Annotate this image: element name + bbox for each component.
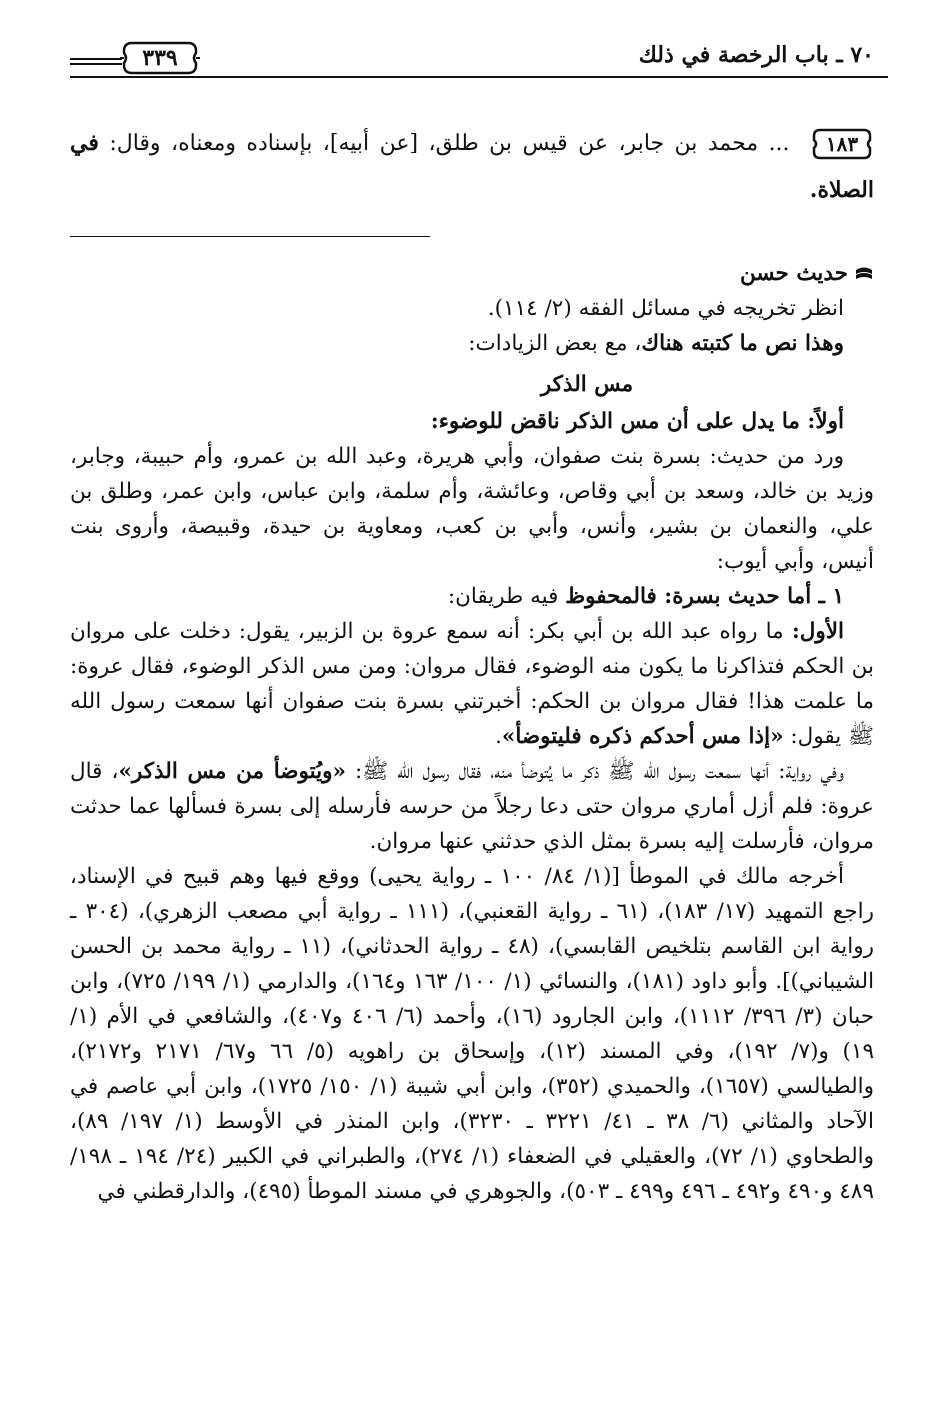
- paragraph-takhrij: أخرجه مالك في الموطأ [(١/ ٨٤/ ١٠٠ ـ رواية يحيى) ووقع فيها وهم قبيح في الإسناد، راجع التمهيد (١٧/ ١٨٣)، (٦١ ـ رواية القعنبي)، (١١١ ـ رواية أبي مصعب الزهري)، (٣٠٤ ـ رواية ابن القاسم بتلخيص القابسي)، (٤٨ ـ رواية الحدثاني)، (١١ ـ رواية محمد بن الحسن الشيباني)]. وأبو داود (١٨١)، والنسائي (١/ ١٠٠/ ١٦٣ و١٦٤)، والدارمي (١/ ١٩٩/ ٧٢٥)، وابن حبان (٣/ ٣٩٦/ ١١١٢)، وابن الجارود (١٦)، وأحمد (٦/ ٤٠٦ و٤٠٧)، والشافعي في الأم (١/ ١٩) و(٧/ ١٩٢)، وفي المسند (١٢)، وإسحاق بن راهويه (٥/ ٦٦ و٦٧/ ٢١٧١ و٢١٧٢)، والطيالسي (١٦٥٧)، والحميدي (٣٥٢)، وابن أبي شيبة (١/ ١٥٠/ ١٧٢٥)، وابن أبي عاصم في الآحاد والمثاني (٦/ ٣٨ ـ ٤١/ ٣٢٢١ ـ ٣٢٣٠)، وابن المنذر في الأوسط (١/ ١٩٧/ ٨٩)، والطحاوي (١/ ٧٢)، والعقيلي في الضعفاء (١/ ٢٧٤)، والطبراني في الكبير (٢٤/ ١٩٤ ـ ١٩٨/ ٤٨٩ و٤٩٠ و٤٩٢ ـ ٤٩٦ و٤٩٩ ـ ٥٠٣)، والجوهري في مسند الموطأ (٤٩٥)، والدارقطني في: [70, 864, 875, 1204]
- narration-rest: ، قال عروة: فلم أزل أماري مروان حتى دعا رجلاً من حرسه فأرسله إلى بسرة فسألها عما حدثت مروان، فأرسلت إليه بسرة بمثل الذي حدثني عنها مروان.: [70, 759, 874, 854]
- section-heading: مس الذكر: [540, 372, 634, 397]
- paragraph-first-route: [70, 614, 874, 754]
- footnote-separator: [70, 236, 430, 237]
- busra-rest: فيه طريقان:: [447, 584, 566, 609]
- hadith-grade: حديث حسن: [740, 261, 848, 286]
- first-route-label: الأول:: [791, 619, 844, 644]
- hadith-body: ... محمد بن جابر، عن قيس بن طلق، [عن أبيه]، بإسناده ومعناه، وقال:: [109, 131, 790, 156]
- quote-intro: [70, 326, 844, 361]
- reference-block: [70, 291, 874, 439]
- commentary: [70, 256, 874, 1209]
- header-rule: [70, 76, 888, 78]
- page-number-frame: [120, 39, 200, 77]
- busra-heading: ١ ـ أما حديث بسرة: فالمحفوظ: [565, 584, 844, 609]
- hadith-number: ١٨٣: [825, 132, 859, 156]
- page-number: ٣٣٩: [142, 45, 178, 71]
- reference-line: انظر تخريجه في مسائل الفقه (٢/ ١١٤).: [487, 296, 844, 321]
- first-route-end: .: [495, 724, 502, 749]
- hadith-emphasis: في الصلاة.: [70, 130, 874, 203]
- narration-start: وفي رواية: أنها سمعت رسول الله ﷺ ذكر ما يُتوضأ منه، فقال رسول الله ﷺ:: [345, 759, 844, 784]
- chapter-title: ٧٠ ـ باب الرخصة في ذلك: [638, 42, 874, 68]
- first-point-heading: أولاً: ما يدل على أن مس الذكر ناقض للوضوء:: [430, 409, 844, 434]
- quote-intro-rest: ، مع بعض الزيادات:: [468, 331, 642, 356]
- paragraph-narrators: ورد من حديث: بسرة بنت صفوان، وأبي هريرة، وعبد الله بن عمرو، وأم حبيبة، وجابر، وزيد بن خالد، وسعد بن أبي وقاص، وعائشة، وأم سلمة، وابن عباس، وابن عمر، وطلق بن علي، والنعمان بن بشير، وأنس، وأبي بن كعب، ومعاوية بن حيدة، وقبيصة، وأروى بنت أنيس، وأبي أيوب:: [70, 444, 874, 574]
- quote-intro-bold: وهذا نص ما كتبته هناك: [641, 331, 844, 356]
- hadith-text: [70, 120, 874, 214]
- grade-marker-icon: [854, 265, 874, 283]
- paragraph-narration: [70, 754, 874, 859]
- first-route-text: ما رواه عبد الله بن أبي بكر: أنه سمع عروة بن الزبير، يقول: دخلت على مروان بن الحكم فتذاكرنا ما يكون منه الوضوء، فقال مروان: ومن مس الذكر الوضوء، فقال عروة: ما علمت هذا! فقال مروان بن الحكم: أخبرتني بسرة بنت صفوان أنها سمعت رسول الله ﷺ يقول:: [70, 619, 874, 749]
- grade-line: [70, 256, 874, 291]
- narration-quote: «ويُتوضأ من مس الذكر»: [118, 759, 346, 784]
- hadith-number-badge: [810, 127, 874, 161]
- header-double-rule: [70, 58, 122, 65]
- paragraph-busra: [70, 579, 874, 614]
- first-route-quote: «إذا مس أحدكم ذكره فليتوضأ»: [501, 724, 784, 749]
